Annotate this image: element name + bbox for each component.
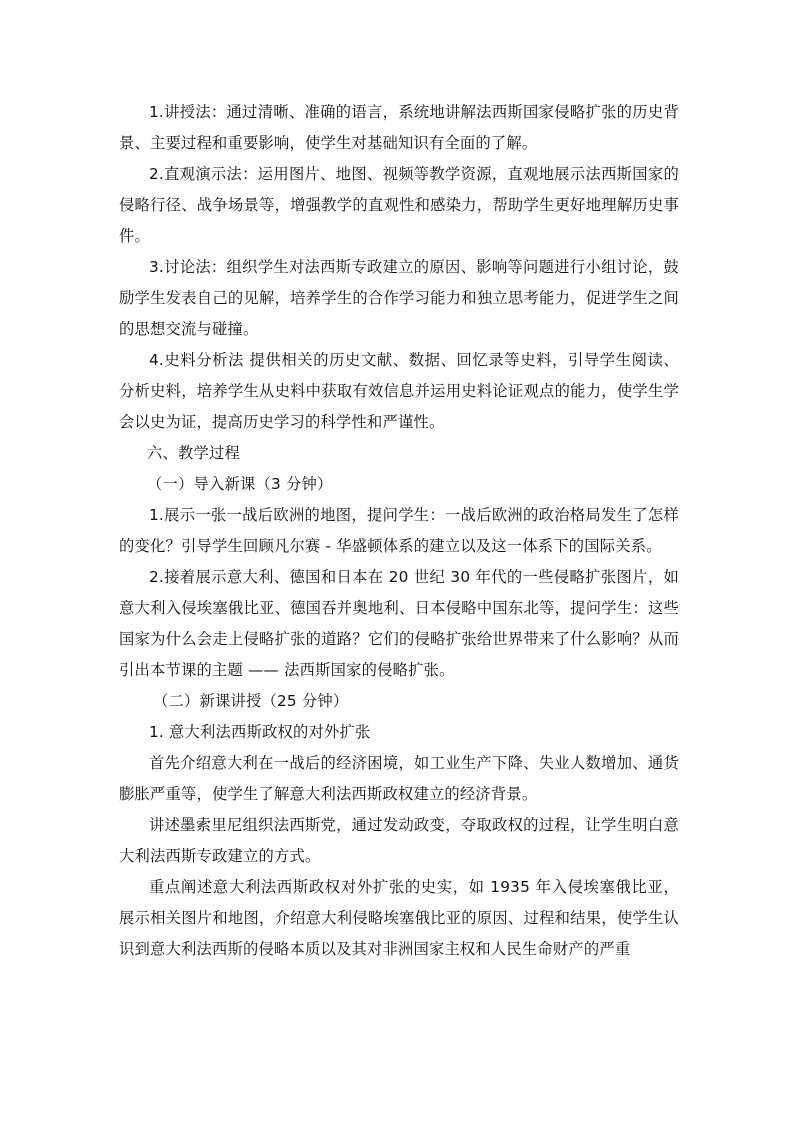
paragraph-method-demonstration: 2.直观演示法：运用图片、地图、视频等教学资源，直观地展示法西斯国家的侵略行径、战争场景等，增强教学的直观性和感染力，帮助学生更好地理解历史事件。	[119, 165, 679, 245]
document-body	[119, 97, 679, 965]
subsection-heading-new-lesson: （二）新课讲授（25 分钟）	[153, 692, 349, 710]
paragraph-intro-map: 1.展示一张一战后欧洲的地图，提问学生：一战后欧洲的政治格局发生了怎样的变化？引导学生回顾凡尔赛 - 华盛顿体系的建立以及这一体系下的国际关系。	[119, 506, 679, 555]
paragraph-italy-mussolini: 讲述墨索里尼组织法西斯党，通过发动政变，夺取政权的过程，让学生明白意大利法西斯专政建立的方式。	[119, 816, 679, 865]
paragraph-method-source-analysis: 4.史料分析法 提供相关的历史文献、数据、回忆录等史料，引导学生阅读、分析史料，培养学生从史料中获取有效信息并运用史料论证观点的能力，使学生学会以史为证，提高历史学习的科学性和严谨性。	[119, 351, 679, 431]
topic-heading-italy: 1. 意大利法西斯政权的对外扩张	[149, 723, 371, 741]
paragraph-method-discussion: 3.讨论法：组织学生对法西斯专政建立的原因、影响等问题进行小组讨论，鼓励学生发表自己的见解，培养学生的合作学习能力和独立思考能力，促进学生之间的思想交流与碰撞。	[119, 258, 679, 338]
subsection-heading-introduction: （一）导入新课（3 分钟）	[147, 475, 333, 493]
paragraph-italy-economy: 首先介绍意大利在一战后的经济困境，如工业生产下降、失业人数增加、通货膨胀严重等，使学生了解意大利法西斯政权建立的经济背景。	[119, 754, 679, 803]
section-heading-teaching-process: 六、教学过程	[147, 444, 240, 462]
paragraph-method-lecture: 1.讲授法：通过清晰、准确的语言，系统地讲解法西斯国家侵略扩张的历史背景、主要过程和重要影响，使学生对基础知识有全面的了解。	[119, 103, 679, 152]
paragraph-italy-ethiopia: 重点阐述意大利法西斯政权对外扩张的史实，如 1935 年入侵埃塞俄比亚，展示相关图片和地图，介绍意大利侵略埃塞俄比亚的原因、过程和结果，使学生认识到意大利法西斯的侵略本质以及其对非洲国家主权和人民生命财产的严重	[119, 878, 679, 958]
paragraph-intro-images: 2.接着展示意大利、德国和日本在 20 世纪 30 年代的一些侵略扩张图片，如意大利入侵埃塞俄比亚、德国吞并奥地利、日本侵略中国东北等，提问学生：这些国家为什么会走上侵略扩张的道路？它们的侵略扩张给世界带来了什么影响？从而引出本节课的主题 —— 法西斯国家的侵略扩张。	[119, 568, 679, 679]
